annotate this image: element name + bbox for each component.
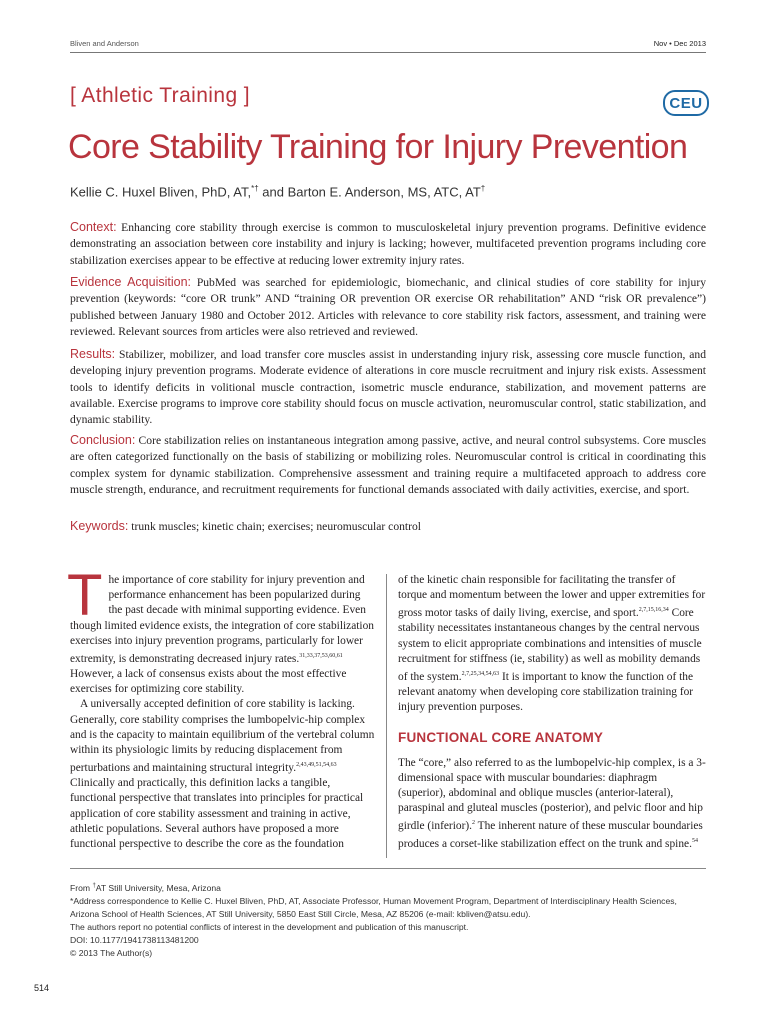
continued-paragraph: of the kinetic chain responsible for facilitating the transfer of torque and momentum between the lower and upper extremities for gross motor tasks of daily living, exercise, and sport.$^{2,7,15,16,34}$ Core stability necessitates instantaneous changes by the central nervous system to elicit appropriate combinations and intensities of muscle recruitment for stiffness (ie, stability) as well as mobility demands of the system.$^{2,7,25,34,54,63}$ It is important to know the function of the relevant anatomy when developing core stabilization training for injury prevention purposes. bbox=[398, 574, 706, 714]
drop-cap: T bbox=[67, 563, 103, 628]
citation: 2 bbox=[472, 820, 476, 827]
anatomy-paragraph: The “core,” also referred to as the lumbopelvic-hip complex, is a 3-dimensional space with muscular boundaries: diaphragm (superior), abdominal and oblique muscles (anterior-lateral), paraspinal and gluteal muscles (posterior), and pelvic floor and hip girdle (inferior).$^2$ The inherent nature of these muscular boundaries produces a corset-like stabilization effect on the trunk and spine.$^{54}$ bbox=[398, 756, 706, 851]
abstract-evidence bbox=[70, 274, 706, 340]
author-2-marks: † bbox=[480, 184, 486, 193]
citation: 2,7,25,34,54,63 bbox=[461, 671, 500, 678]
footnotes bbox=[70, 880, 706, 960]
footnote-rule bbox=[70, 868, 706, 869]
page-number: 514 bbox=[34, 983, 50, 993]
abstract-keywords-text: trunk muscles; kinetic chain; exercises; neuromuscular control bbox=[131, 520, 422, 533]
article-title: Core Stability Training for Injury Prevention bbox=[68, 128, 688, 166]
abstract-results bbox=[70, 346, 706, 428]
section-heading: FUNCTIONAL CORE ANATOMY bbox=[398, 730, 604, 746]
ceu-badge: CEU bbox=[663, 90, 709, 116]
header-rule bbox=[70, 52, 706, 53]
citation: 54 bbox=[691, 838, 698, 845]
section-tag: [ Athletic Training ] bbox=[70, 84, 250, 107]
abstract-evidence-label: Evidence Acquisition: bbox=[70, 275, 192, 289]
citation: 2,7,15,16,34 bbox=[638, 607, 669, 614]
abstract-conclusion-label: Conclusion: bbox=[70, 433, 136, 447]
definition-paragraph: A universally accepted definition of core stability is lacking. Generally, core stability comprises the lumbopelvic-hip complex and is the capacity to maintain equilibrium of the vertebral column within its physiologic limits by reducing displacement from perturbations and maintaining structural integrity.$^{2,43,49,51,54,63}$ Clinically and practically, this definition lacks a tangible, functional perspective that translates into principles for practical application of core stability assessment and training in active, athletic populations. Several authors have proposed a more functional perspective to describe the core as the foundation bbox=[70, 698, 375, 851]
body-column-left bbox=[67, 563, 375, 852]
abstract-conclusion bbox=[70, 432, 706, 498]
column-divider bbox=[386, 574, 387, 858]
abstract-conclusion-text: Core stabilization relies on instantaneous integration among passive, active, and neural control subsystems. Core muscles are often categorized functionally on the basis of stabilizing or mobilizing roles. Neuromuscular control is critical in coordinating this complex system for dynamic stabilization. Comprehensive assessment and training require a multifaceted approach to address core muscle strength, endurance, and recruitment requirements for functional demands associated with daily activities, exercise, and sport. bbox=[70, 434, 706, 496]
abstract-context-label: Context: bbox=[70, 220, 117, 234]
intro-paragraph: The importance of core stability for injury prevention and performance enhancement has been popularized during the past decade with minimal supporting evidence. Even though limited evidence exists, the integration of core stabilization exercises into injury prevention programs, particularly for lower extremity, is demonstrating decreased injury rates.$^{31,33,37,53,60,61}$ However, a lack of consensus exists about the most effective exercises for optimizing core stability. bbox=[67, 563, 374, 696]
author-2: and Barton E. Anderson, MS, ATC, AT bbox=[258, 184, 481, 200]
running-header-issue: Nov • Dec 2013 bbox=[653, 39, 706, 48]
conflicts-note: The authors report no potential conflicts of interest in the development and publication of this manuscript. bbox=[70, 921, 469, 932]
correspondence-note: *Address correspondence to Kellie C. Huxel Bliven, PhD, AT, Associate Professor, Human Movement Program, Department of Interdisciplinary Health Sciences, Arizona School of Health Sciences, AT Still University, 5850 East Still Circle, Mesa, AZ 85206 (e-mail: kbliven@atsu.edu). bbox=[70, 895, 677, 919]
affiliation-note: From †AT Still University, Mesa, Arizona bbox=[70, 882, 221, 893]
citation: 2,43,49,51,54,63 bbox=[296, 762, 337, 769]
abstract-evidence-text: PubMed was searched for epidemiologic, biomechanic, and clinical studies of core stability for injury prevention (keywords: “core OR trunk” AND “training OR prevention OR exercise OR rehabilitation” AND “risk OR prevalence”) published between January 1980 and October 2012. Articles with relevance to core stability risk factors, assessment, and training were reviewed. Relevant sources from articles were also retrieved and reviewed. bbox=[70, 276, 706, 338]
abstract-keywords-label: Keywords: bbox=[70, 519, 129, 533]
abstract-context bbox=[70, 219, 706, 269]
author-line bbox=[70, 184, 485, 199]
author-1-marks: *† bbox=[251, 184, 259, 193]
abstract-results-text: Stabilizer, mobilizer, and load transfer core muscles assist in understanding injury risk, assessing core muscle function, and developing injury prevention programs. Moderate evidence of alterations in core muscle recruitment and injury risk exists. Assessment tools to identify deficits in volitional muscle contraction, isometric muscle endurance, stabilization, and movement patterns are available. Exercise programs to improve core stability should focus on muscle activation, neuromuscular control, static stabilization, and dynamic stability. bbox=[70, 348, 707, 427]
copyright-note: © 2013 The Author(s) bbox=[70, 947, 153, 958]
doi-note: DOI: 10.1177/1941738113481200 bbox=[70, 934, 199, 945]
citation: 31,33,37,53,60,61 bbox=[299, 653, 343, 660]
running-header-authors: Bliven and Anderson bbox=[70, 39, 139, 48]
abstract-context-text: Enhancing core stability through exercise is common to musculoskeletal injury prevention programs. Definitive evidence demonstrating an association between core instability and injury is lacking; however, multifaceted prevention programs including core stabilization exercises appear to be effective at reducing lower extremity injury rates. bbox=[70, 221, 706, 267]
author-1: Kellie C. Huxel Bliven, PhD, AT, bbox=[70, 184, 252, 200]
abstract-results-label: Results: bbox=[70, 347, 116, 361]
body-column-right bbox=[398, 573, 706, 852]
abstract-keywords bbox=[70, 518, 706, 535]
